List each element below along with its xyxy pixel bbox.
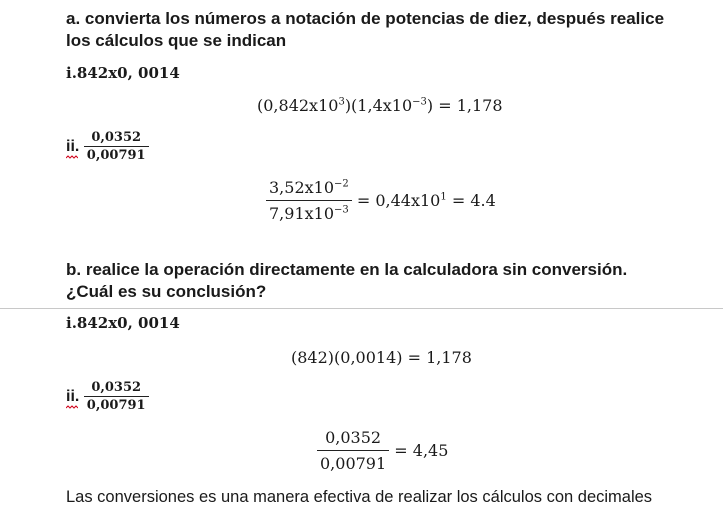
part-b-item-ii <box>66 380 149 413</box>
fraction-numerator: 0,0352 <box>84 380 149 397</box>
eq1-lhs-b-exp: −3 <box>412 96 427 108</box>
part-a-item-i: i.842x0, 0014 <box>66 64 180 82</box>
spellcheck-squiggle-icon <box>66 155 78 159</box>
part-a-equation-1 <box>257 96 503 115</box>
fraction-denominator: 0,00791 <box>86 148 146 163</box>
eq2b-numerator: 0,0352 <box>317 428 389 451</box>
part-b-heading-line1: b. realice la operación directamente en la calculadora sin conversión. <box>66 260 628 279</box>
eq2-numerator: $3,52x10^{-2}$ <box>266 178 352 201</box>
part-b-item-i: i.842x0, 0014 <box>66 314 180 332</box>
part-b-equation-1: (842)(0,0014) = 1,178 <box>291 348 472 367</box>
fraction-numerator: 0,0352 <box>84 130 149 147</box>
part-a-item-ii-fraction <box>84 130 149 163</box>
eq2-denominator: $7,91x10^{-3}$ <box>269 204 349 223</box>
part-a-equation-2 <box>266 178 496 223</box>
eq1-rhs: ) = 1,178 <box>426 96 503 115</box>
part-b-equation-2 <box>317 428 448 473</box>
section-divider <box>0 308 723 309</box>
fraction-denominator: 0,00791 <box>86 398 146 413</box>
eq1-lhs-a: (0,842x10 <box>257 96 339 115</box>
part-b-heading-line2: ¿Cuál es su conclusión? <box>66 282 267 301</box>
eq2-fraction <box>266 178 352 223</box>
part-a-heading-line2: los cálculos que se indican <box>66 31 287 50</box>
part-a-heading <box>66 8 664 52</box>
eq2b-fraction <box>317 428 389 473</box>
part-a-item-ii-roman: ii. <box>66 138 84 155</box>
eq1-lhs-b: )(1,4x10 <box>344 96 413 115</box>
eq2b-denominator: 0,00791 <box>320 454 387 473</box>
conclusion-text: Las conversiones es una manera efectiva de realizar los cálculos con decimales <box>66 488 653 506</box>
part-a-item-ii <box>66 130 149 163</box>
eq2b-rhs: = 4,45 <box>394 441 449 460</box>
part-b-item-ii-fraction <box>84 380 149 413</box>
part-b-heading <box>66 259 627 303</box>
eq1-lhs-a-exp: 3 <box>338 96 345 108</box>
spellcheck-squiggle-icon <box>66 405 78 409</box>
part-b-item-ii-roman: ii. <box>66 388 84 405</box>
eq2-rhs: = $0,44x10^1 = 4.4$ <box>356 191 496 210</box>
part-a-heading-line1: a. convierta los números a notación de potencias de diez, después realice <box>66 9 665 28</box>
